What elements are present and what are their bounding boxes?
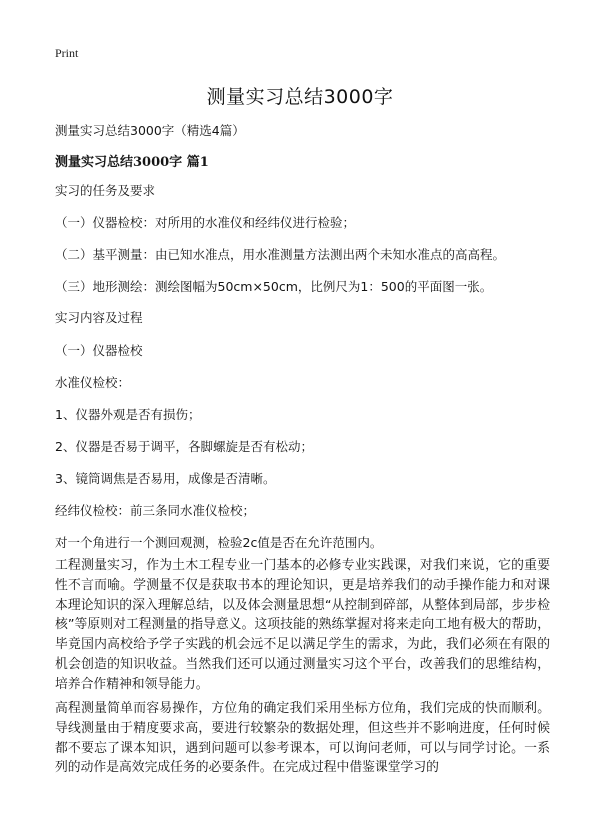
text-line: （一）仪器检校 [55, 343, 143, 358]
text-line: 对一个角进行一个测回观测，检验2c值是否在允许范围内。 [55, 535, 383, 550]
text-line: 实习内容及过程 [55, 310, 143, 325]
print-label: Print [55, 46, 79, 60]
text-line: 实习的任务及要求 [55, 183, 156, 198]
text-line: （二）基平测量：由已知水准点，用水准测量方法测出两个未知水准点的高高程。 [55, 247, 506, 262]
text-line: （一）仪器检校：对所用的水准仪和经纬仪进行检验； [55, 215, 356, 230]
section-heading: 测量实习总结3000字 篇1 [55, 155, 209, 170]
text-line: 1、仪器外观是否有损伤； [55, 407, 201, 422]
text-line: 2、仪器是否易于调平，各脚螺旋是否有松动； [55, 439, 313, 454]
text-line: 水准仪检校： [55, 375, 131, 390]
body-paragraph: 工程测量实习，作为土木工程专业一门基本的必修专业实践课，对我们来说，它的重要性不言而喻。学测量不仅是获取书本的理论知识，更是培养我们的动手操作能力和对课本理论知识的深入理解总结，以及体会测量思想“从控制到碎部，从整体到局部，步步检核”等原则对工程测量的指导意义。这项技能的熟练掌握对将来走向工地有极大的帮助，毕竟国内高校给予学子实践的机会远不足以满足学生的需求，为此，我们必须在有限的机会创造的知识收益。当然我们还可以通过测量实习这个平台，改善我们的思维结构，培养合作精神和领导能力。 [55, 558, 550, 692]
text-line: 3、镜筒调焦是否易用，成像是否清晰。 [55, 471, 276, 486]
text-line: （三）地形测绘：测绘图幅为50cm×50cm，比例尺为1：500的平面图一张。 [55, 279, 493, 294]
document-title: 测量实习总结3000字 [206, 86, 394, 108]
body-paragraph: 高程测量简单而容易操作，方位角的确定我们采用坐标方位角，我们完成的快而顺利。导线测量由于精度要求高，要进行较繁杂的数据处理，但这些并不影响进度，任何时候都不要忘了课本知识，遇到问题可以参考课本，可以询问老师，可以与同学讨论。一系列的动作是高效完成任务的必要条件。在完成过程中借鉴课堂学习的 [55, 701, 550, 776]
text-line: 经纬仪检校：前三条同水准仪检校； [55, 503, 256, 518]
document-subtitle: 测量实习总结3000字（精选4篇） [55, 123, 245, 138]
